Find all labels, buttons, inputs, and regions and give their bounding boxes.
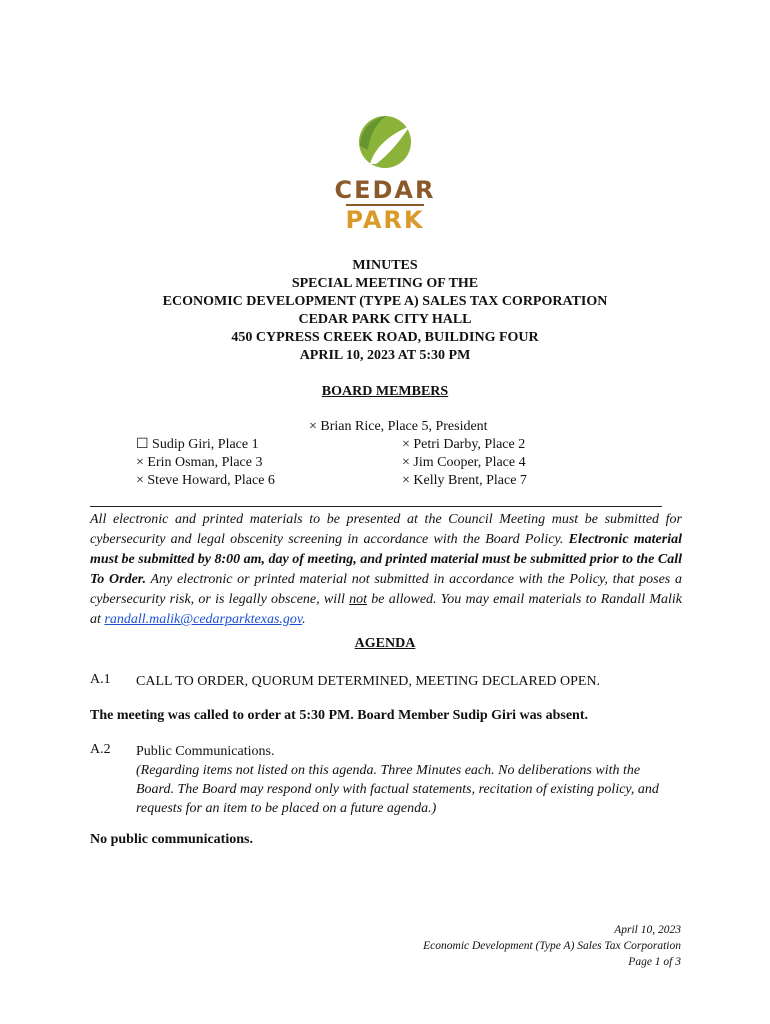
notice-deadline: Electronic material must be submitted by 8:00 am, day of meeting, and printed material must be submitted prior to the Call To Order. xyxy=(90,532,682,587)
divider xyxy=(90,506,662,507)
agenda-item-result: The meeting was called to order at 5:30 PM. Board Member Sudip Giri was absent. xyxy=(90,708,589,723)
materials-notice xyxy=(90,510,682,630)
board-member: × Steve Howard, Place 6 xyxy=(136,473,275,488)
notice-text: be allowed. You may email materials to Randall Malik at xyxy=(90,592,682,627)
agenda-item-description: (Regarding items not listed on this agenda. Three Minutes each. No deliberations with the Board. The Board may respond only with factual statements, recitation of existing policy, and requests for an item to be placed on a future agenda.) xyxy=(136,763,659,816)
footer-organization: Economic Development (Type A) Sales Tax Corporation xyxy=(423,940,681,952)
minutes-title: MINUTES xyxy=(352,258,418,273)
meeting-type: SPECIAL MEETING OF THE xyxy=(291,276,479,291)
agenda-item-number: A.2 xyxy=(90,742,111,757)
board-member: × Jim Cooper, Place 4 xyxy=(402,455,526,470)
notice-emphasis: not xyxy=(349,592,368,607)
board-members-heading: BOARD MEMBERS xyxy=(321,384,449,399)
footer-date: April 10, 2023 xyxy=(614,924,681,936)
meeting-date: APRIL 10, 2023 AT 5:30 PM xyxy=(299,348,471,363)
notice-text: . xyxy=(302,612,306,627)
cedar-park-logo xyxy=(330,106,440,236)
board-member: × Petri Darby, Place 2 xyxy=(402,437,526,452)
agenda-item-number: A.1 xyxy=(90,672,111,687)
agenda-item-result: No public communications. xyxy=(90,832,253,847)
organization-name: ECONOMIC DEVELOPMENT (TYPE A) SALES TAX CORPORATION xyxy=(162,294,608,309)
page-footer xyxy=(423,922,681,970)
notice-text: Any electronic or printed material not submitted in accordance with the Policy, that poses a cybersecurity risk, or is legally obscene, will xyxy=(90,572,682,607)
board-member: × Erin Osman, Place 3 xyxy=(136,455,263,470)
board-member-president: × Brian Rice, Place 5, President xyxy=(309,419,488,434)
logo-text-cedar: CEDAR xyxy=(334,176,436,204)
email-link[interactable]: randall.malik@cedarparktexas.gov xyxy=(104,612,303,627)
board-member: × Kelly Brent, Place 7 xyxy=(402,473,527,488)
agenda-item-block xyxy=(136,742,676,818)
venue-address: 450 CYPRESS CREEK ROAD, BUILDING FOUR xyxy=(231,330,539,345)
cedar-park-logo-mark xyxy=(330,106,440,236)
agenda-item-text: CALL TO ORDER, QUORUM DETERMINED, MEETING DECLARED OPEN. xyxy=(136,674,601,689)
footer-page-number: Page 1 of 3 xyxy=(628,956,681,968)
notice-text: All electronic and printed materials to be presented at the Council Meeting must be submitted for cybersecurity and legal obscenity screening in accordance with the Board Policy. xyxy=(90,512,682,547)
agenda-heading: AGENDA xyxy=(354,636,416,651)
venue-name: CEDAR PARK CITY HALL xyxy=(298,312,472,327)
board-member: ☐ Sudip Giri, Place 1 xyxy=(136,437,259,452)
agenda-item-text: Public Communications. xyxy=(136,744,275,759)
logo-text-park: PARK xyxy=(345,206,425,234)
